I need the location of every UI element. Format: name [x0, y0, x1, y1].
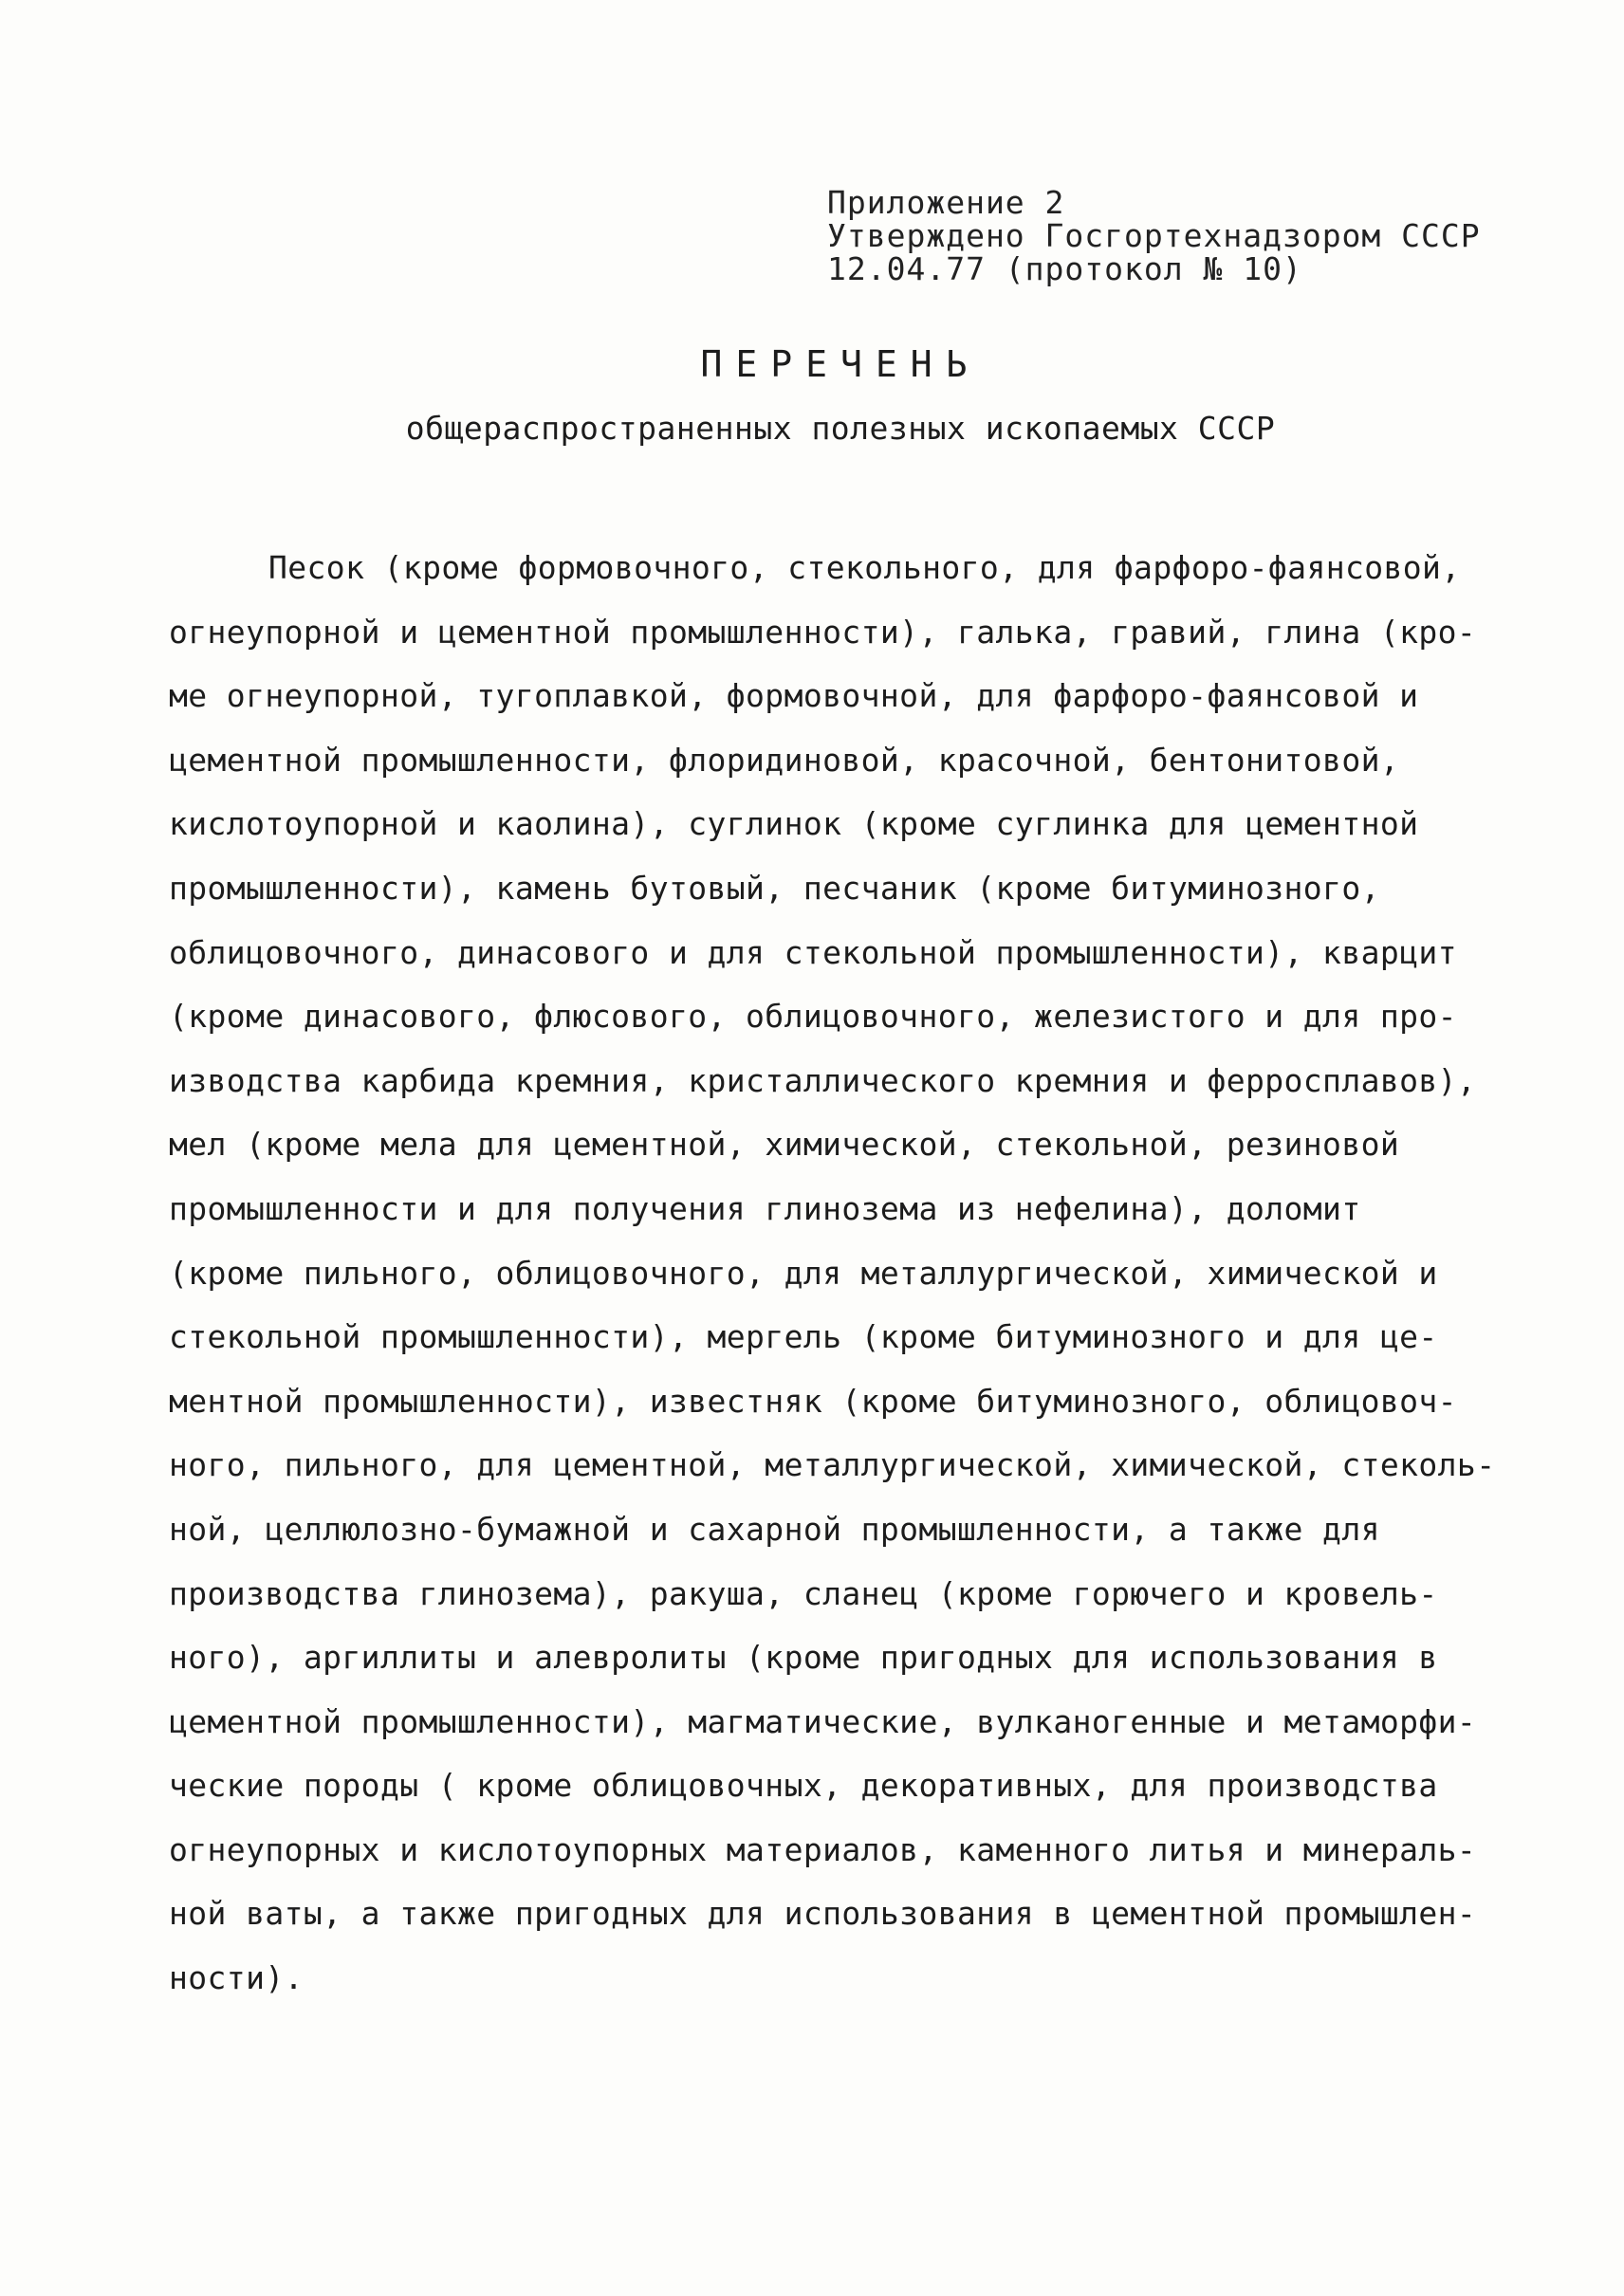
body-line: промышленности и для получения глинозема из нефелина), доломит [169, 1189, 1361, 1227]
appendix-number: Приложение 2 [827, 184, 1065, 221]
body-line: ности). [169, 1959, 304, 1997]
approval-authority: Утверждено Госгортехнадзором СССР [827, 217, 1481, 254]
body-line: ного, пильного, для цементной, металлургической, химической, стеколь- [169, 1446, 1496, 1484]
body-line: производства глинозема), ракуша, сланец (кроме горючего и кровель- [169, 1574, 1438, 1612]
body-line: изводства карбида кремния, кристаллического кремния и ферросплавов), [169, 1061, 1477, 1099]
body-line: мел (кроме мела для цементной, химической, стекольной, резиновой [169, 1126, 1400, 1164]
document-subtitle: общераспространенных полезных ископаемых СССР [405, 410, 1276, 447]
body-line: огнеупорных и кислотоупорных материалов, каменного литья и минераль- [169, 1830, 1477, 1868]
document-title: ПЕРЕЧЕНЬ [700, 343, 981, 385]
body-line: ного), аргиллиты и алевролиты (кроме пригодных для использования в [169, 1639, 1438, 1677]
document-body [169, 536, 1497, 2011]
approval-date-protocol: 12.04.77 (протокол № 10) [827, 250, 1302, 287]
body-line: (кроме динасового, флюсового, облицовочного, железистого и для про- [169, 998, 1457, 1036]
body-line: кислотоупорной и каолина), суглинок (кроме суглинка для цементной [169, 805, 1419, 843]
body-line: огнеупорной и цементной промышленности), галька, гравий, глина (кро- [169, 613, 1477, 651]
body-line: ной ваты, а также пригодных для использования в цементной промышлен- [169, 1895, 1477, 1933]
body-line: ческие породы ( кроме облицовочных, декоративных, для производства [169, 1767, 1438, 1805]
body-line: ме огнеупорной, тугоплавкой, формовочной, для фарфоро-фаянсовой и [169, 677, 1419, 715]
body-line: Песок (кроме формовочного, стекольного, для фарфоро-фаянсовой, [268, 549, 1461, 586]
body-line: цементной промышленности, флоридиновой, красочной, бентонитовой, [169, 741, 1400, 779]
body-line: (кроме пильного, облицовочного, для металлургической, химической и [169, 1254, 1438, 1292]
body-line: стекольной промышленности), мергель (кроме битуминозного и для це- [169, 1318, 1438, 1356]
approval-stamp [827, 186, 1481, 285]
body-line: цементной промышленности), магматические, вулканогенные и метаморфи- [169, 1702, 1477, 1740]
body-line: облицовочного, динасового и для стекольной промышленности), кварцит [169, 933, 1457, 971]
body-line: ной, целлюлозно-бумажной и сахарной промышленности, а также для [169, 1510, 1380, 1548]
body-line: промышленности), камень бутовый, песчаник (кроме битуминозного, [169, 869, 1380, 907]
body-line: ментной промышленности), известняк (кроме битуминозного, облицовоч- [169, 1382, 1457, 1420]
